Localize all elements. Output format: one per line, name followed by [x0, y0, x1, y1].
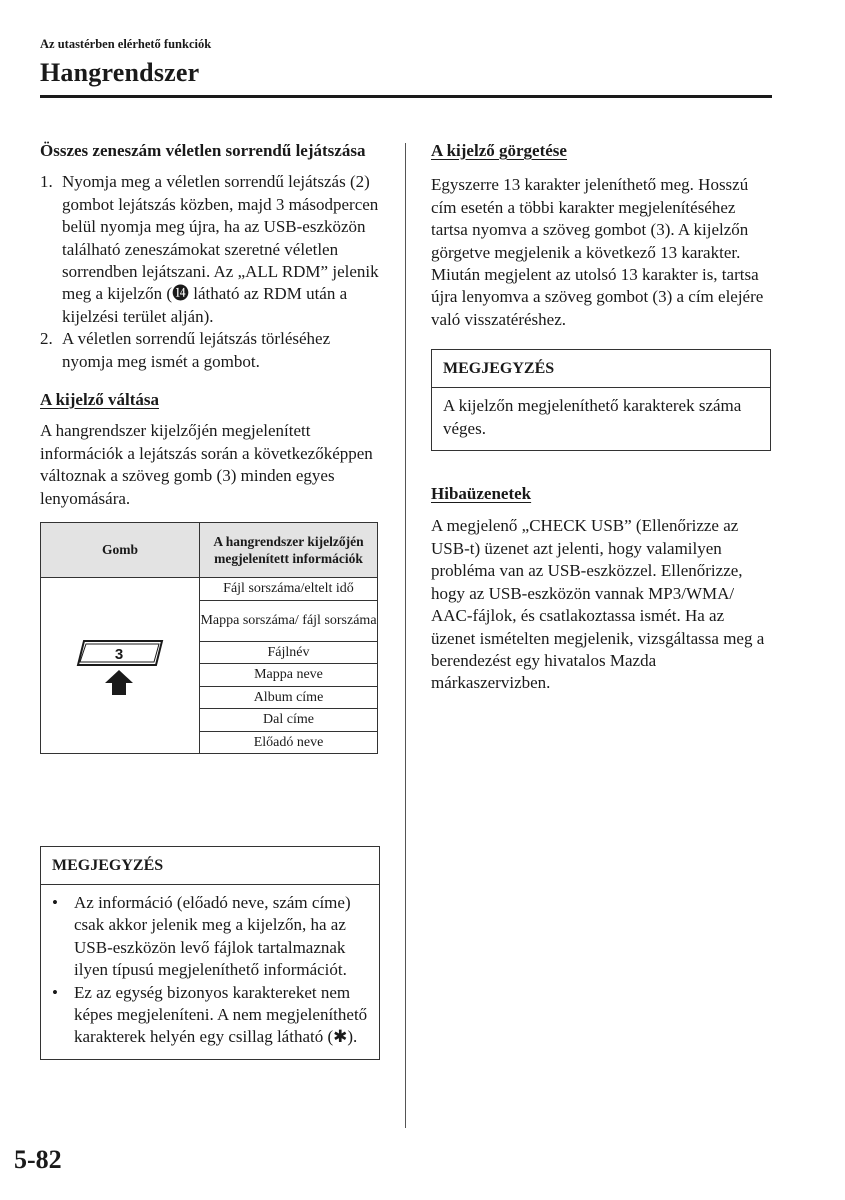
left-column — [40, 138, 380, 754]
table-cell: Előadó neve — [200, 731, 378, 754]
page-title: Hangrendszer — [40, 58, 200, 87]
table-cell: Dal címe — [200, 709, 378, 732]
table-cell: Fájlnév — [200, 641, 378, 664]
bullet-text: Ez az egység bizonyos karaktereket nem képes megjeleníteni. A nem megjeleníthető karakterek helyén egy csillag látható (✱). — [74, 982, 368, 1047]
scroll-heading: A kijelző görgetése — [431, 141, 567, 160]
note-heading: MEGJEGYZÉS — [432, 350, 770, 388]
step-number: 1. — [40, 172, 53, 192]
page-number: 5-82 — [14, 1145, 62, 1174]
step-text: Nyomja meg a véletlen sorrendű lejátszás (2) gombot lejátszás közben, majd 3 másodpercen belül nyomja meg újra, ha az USB-eszközön található zeneszámokat szeretné véletlen sorrendben lejátszani. Az „ALL RDM” jelenik meg a kijelzőn (⓮ látható az RDM után a kijelzési terület alján). — [62, 172, 379, 326]
table-header-info: A hangrendszer kijelzőjén megjelenített információk — [200, 523, 378, 578]
scroll-text: Egyszerre 13 karakter jeleníthető meg. Hosszú cím esetén a többi karakter megjelenítéséhez tartsa nyomva a szöveg gombot (3). A kijelzőn görgetve megjelenik a következő 13 karakter. Miután megjelent az utolsó 13 karakter is, tartsa újra lenyomva a szöveg gombot (3) a cím elejére való visszatéréshez. — [431, 175, 764, 329]
errors-heading: Hibaüzenetek — [431, 484, 532, 504]
display-info-table — [40, 522, 378, 754]
text-button-3-icon — [74, 635, 166, 697]
list-item — [40, 171, 380, 328]
table-header-button: Gomb — [41, 523, 200, 578]
table-cell: Fájl sorszáma/eltelt idő — [200, 578, 378, 601]
note-heading: MEGJEGYZÉS — [41, 847, 379, 885]
bullet-icon: • — [52, 982, 58, 1002]
breadcrumb: Az utastérben elérhető funkciók — [40, 37, 212, 51]
list-item — [40, 328, 380, 373]
bullet-text: Az információ (előadó neve, szám címe) csak akkor jelenik meg a kijelzőn, ha az USB-eszközön levő fájlok tartalmaznak ilyen típusú megjeleníthető információt. — [74, 893, 351, 980]
button-illustration-cell — [41, 578, 200, 754]
list-item — [52, 892, 368, 982]
button-label: 3 — [114, 645, 124, 663]
shuffle-steps — [40, 171, 380, 373]
title-rule — [40, 95, 772, 98]
errors-text: A megjelenő „CHECK USB” (Ellenőrizze az USB-t) üzenet azt jelenti, hogy valamilyen probléma van az USB-eszközzel. Ellenőrizze, hogy az USB-eszközön vannak MP3/WMA/ AAC-fájlok, és csatlakoztassa ismét. Ha az üzenet ismételten megjelenik, vizsgáltassa meg a berendezést egy hivatalos Mazda márkaszervizben. — [431, 516, 765, 693]
table-cell: Album címe — [200, 686, 378, 709]
bullet-icon: • — [52, 893, 58, 912]
right-column — [431, 138, 771, 695]
display-switch-text: A hangrendszer kijelzőjén megjelenített információk a lejátszás során a következőképpen változnak a szöveg gomb (3) minden egyes lenyomására. — [40, 421, 373, 508]
list-item — [52, 982, 368, 1049]
note-box-characters — [40, 846, 380, 1060]
table-row — [41, 578, 378, 601]
column-divider — [405, 143, 406, 1128]
shuffle-heading: Összes zeneszám véletlen sorrendű lejátszása — [40, 141, 366, 160]
step-number: 2. — [40, 329, 53, 349]
display-switch-heading: A kijelző váltása — [40, 390, 159, 410]
table-header-row — [41, 523, 378, 578]
note-text: A kijelzőn megjeleníthető karakterek száma véges. — [443, 396, 742, 438]
table-cell: Mappa neve — [200, 664, 378, 687]
note-body — [41, 885, 379, 1059]
note-box-display — [431, 349, 771, 451]
table-cell: Mappa sorszáma/ fájl sorszáma — [200, 600, 378, 641]
step-text: A véletlen sorrendű lejátszás törléséhez nyomja meg ismét a gombot. — [62, 329, 331, 371]
